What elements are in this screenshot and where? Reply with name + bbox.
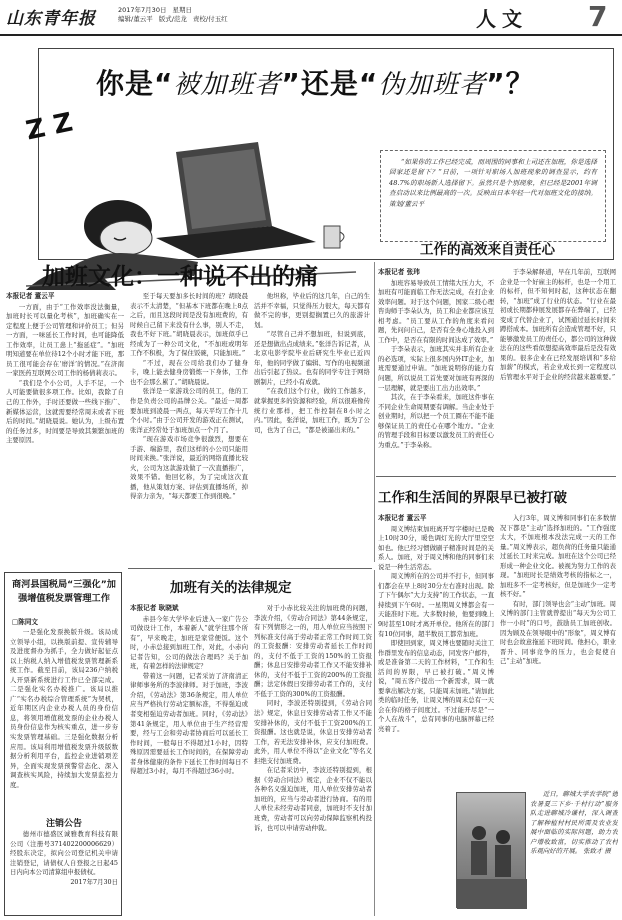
feature-intro: “如果你的工作已经完成，而周围的同事和上司还在加班，你是选择回家还是留下？”日前，一项针对职场人加班现象的调查显示，约有48.7%的职场新人选择留下。虽然只是个别现象，但已经是2001年调查启动以来比例最高的一次。反映出日本年轻一代对加班文化的接纳。 策划/董云平 [380,150,606,242]
coffee-cup-handle [340,232,344,242]
hero-headline [96,62,535,102]
notice-title: 注销公告 [45,819,82,829]
efficiency-article-byline: 本报记者 张玮 [378,268,420,276]
issue-designer: 版式/范龙 [158,15,187,23]
boundary-article-para: 周义博所在的公司并不打卡，但同事们都会在早上8时30分左右准时出现。除了下午偶尔“大力支持”的工作状态，一直持续到下午6时。一星期周义博都会有一天能准时下班。大多数时候，他要到晚上9时甚至10时才离开单位。他所在的部门有10位同事，超半数员工都常加班。 [378,572,494,638]
main-article-para: 他坦称，毕业后的这几年，自己的生活并不幸福，只觉得压力很大，每天都有做不完的事，更别提搁置已久的旅游计划。 [254,292,370,329]
photo-people-silhouettes [457,793,527,909]
main-article-para: 至于每天要加多长时间的班？胡晓晨表示不太清楚，“但基本下班都在晚上8点之后，而且这段时间是没有加班费的，有时候自己留下来没有什么事，别人不走，我也不好下班。”胡晓晨表示，加班似乎已经成为了一种公司文化，“不加班或明年工作不积极，为了保住饭碗，只能加班。” [130,292,248,358]
main-article-column-2 [130,292,248,562]
notice-text: 德州市德盛区诚雅教育科技有限公司（注册号371402200006629）经股东决定，拟向公司登记机关申请注销登记，请债权人自登报之日起45日内向本公司清算组申报债权。 [10,830,118,877]
main-article-para: “在我们这个行业，做的工作越多，就掌握更多的资源和经验，所以很难像传统行业那样，把工作控制在8小时之内。”因此，张洋说，加班工作，既为了公司，也为了自己，“都是被逼出来的。” [254,387,370,434]
issue-weekday: 星期日 [172,6,192,14]
law-article-para: 带着这一问题，记者采访了济南清正律师事务所的李波律师。对于加班，李波介绍，《劳动法》第36条规定，用人单位应当严格执行劳动定额标准，不得强迫或者变相强迫劳动者加班。同时，《劳动法》第41条规定，用人单位由于生产经营需要，经与工会和劳动者协商后可以延长工作时间，一般每日不得超过1小时，因特殊原因需要延长工作时间的，在保障劳动者身体健康的条件下延长工作时间每日不得超过3小时，每月不得超过36小时。 [130,671,248,776]
notice-body [10,830,118,914]
headline-quote-2: 伪加班者 [378,70,487,100]
law-article-title: 加班有关的法律规定 [170,580,292,596]
headline-part-2: ”还是“ [281,67,379,100]
issue-date: 2017年7月30日 [118,6,167,14]
boundary-article-column-2 [500,514,616,786]
column-divider [374,262,375,562]
main-article-para: “尽管自己并不想加班，但说到底，还是想做出点成绩来。”张洋告诉记者，从北京电影学院毕业后研究生毕业已近四年，他的同学做了编辑、写作的电视频道出后引起了热议。也有的同学专注于网络剧制片，已经小有成就。 [254,330,370,386]
section-name: 人文 [476,7,528,31]
column-divider [374,570,375,916]
law-article-column-1 [130,604,248,916]
section-divider [376,476,616,477]
tax-news-author: □陈同文 [12,618,39,626]
laptop-base-shape [156,226,316,258]
photo-caption [530,790,618,914]
volunteer-photo [456,792,526,908]
boundary-article-column-1 [378,514,494,792]
efficiency-article-column-1 [378,268,494,468]
main-article-para: “现在游戏市场竞争很激烈，想要在手游、端游里，我们这样的小公司只能用时间来换。”张洋说，最近的网络直播比较火，公司为这款游戏做了一次直播推广，效果不错。他回忆称，为了完成这次直播，他从策划方案、评估到直播场所，掉得亲力亲为，“每天都要工作到很晚。” [130,435,248,501]
tax-news-title: 商河县国税局“三强化”加强增值税发票管理工作 [12,579,116,604]
laptop-screen-inner [182,149,266,229]
sleep-zzz-mark: Z Z [23,107,76,147]
law-article-para: 赤县今年大学毕业后进入一家广告公司做设计工作，本着新人“就学往那个所有”，早来晚走，加班是家常便饭。这个时，小赤总接到加班工作，对此，小赤向记者告知，公司的做法合理吗？关于加班，有着怎样的法律规定？ [130,614,248,671]
tax-news-body [10,628,118,814]
boundary-article-title: 工作和生活间的界限早已被打破 [378,490,567,506]
main-article-para: “我们是个小公司，人手不足，一个人可能要做很多项工作。比如，我除了自己的工作外，手时还要做一些线下推广、新媒体运营，这就需要经常周末或者下班后的时间。”胡晓晨说。她认为，上级布置的任务过多，时间要是导致其频繁加班的主要原因。 [6,378,124,445]
efficiency-article-para: 于李朵表示，加班其实并非所有企业的必选项，实际上很多国内外IT企业，加班需要通过申请。“加班说明你的能力有问题，所以说员工首先要对加班有再深的一层理解，就是要出工出力出效率。” [378,345,494,392]
tax-news-para: 一是强化发票换版升级。该局成立领导小组，以换版前提、宣传辅导及进度督办为抓手，全力做好起征点以上纳税人纳入增值税发票管理新系统工作。截至目前，该局236户纳税人开票新系统进行工作已全部完成。二是强化实名办税推广。该局以推广“实名办税综合管理系统”为契机，近年期区内企业办税人员的身份信息，将领用增值税发票的企业办税人员身份信息作为核实重点，进一步夯实发票管理基础。三是强化数据分析应用。该局利用增值税发票升级版数据分析利用平台，监控企业进销项差异，全面实现发票预警常态化、深入调查核实风险，持续加大发票监控力度。 [10,628,118,789]
boundary-article-para: 即使回到家，周义博也要随时关注工作群里发布的信息动态，同发客户邮件，或是准备第二天的工作材料，“工作和生活间的界限，早已被打破。”周义博说，“周五客户提出一个新需求，周一就要拿出解决方案，只能周末加班。”请加此类的临时任务，让周义博的周末总有一天会在你的格子间度过。不过能开尽是“一个人在战斗”，总有同事的电脑屏幕已经亮着了。 [378,639,494,734]
boundary-article-para: 有时，部门领导也会“主动”加班。周义博的部门主管就曾提出“每天为公司工作一小时”的口号，鼓励员工加班创收。因为顾及在领导眼中的“形象”，周义博有时也会故意拖延下班时间。他担心，职业晋升、同事竞争的压力，也会促使自己“主动”加班。 [500,599,616,666]
main-article-byline: 本报记者 董云平 [6,292,55,300]
law-article-para: 在记者采访中，李波还特别提到，根据《劳动合同法》规定，企业不仅不能以各种名义强迫加班，用人单位安排劳动者加班的，应当与劳动者进行协商。有的用人单位未经劳动者同意，加班时不支付加班费，劳动者可以向劳动保障监察机构投诉，也可以申请劳动仲裁。 [254,766,372,832]
efficiency-article-para: 加班容易导致员工情绪大压力大，不加班有可能面临工作无法完成，在打企业效率问题。对于这个问题，国家二级心理咨询师于李朵认为，员工和企业都应该互相考虑。“员工要从工作的角度来看问题，先问问自己，是否有全身心地投入到工作中，是否在有限的时间达成了效率。” [378,278,494,344]
boundary-article-byline: 本报记者 董云平 [378,514,427,522]
notice-date: 2017年7月30日 [70,877,118,886]
headline-part-1: 你是“ [96,67,174,100]
law-article-para: 对于小赤比较关注的加班费的问题，李波介绍，《劳动合同法》第44条规定，有下列情形之一的，用人单位应当按照下列标准支付高于劳动者正常工作时间工资的工资报酬：安排劳动者延长工作时间的，支付不低于工资的150%的工资报酬；休息日安排劳动者工作又不能安排补休的，支付不低于工资的200%的工资报酬；法定休假日安排劳动者工作的，支付不低于工资的300%的工资报酬。 [254,604,372,698]
law-article-column-2 [254,604,372,916]
page-number: 7 [588,0,608,33]
headline-part-3: ”？ [486,67,535,100]
main-article-para: 张洋是一家游戏公司的员工，他的工作是负责公司的品牌公关。“最近一周都要加班到凌晨一两点，每天平均工作十几个小时。”由于公司开发的游戏正在测试，张洋正经常处于加班加点一个月了。 [130,387,248,434]
main-article-column-3 [254,292,370,562]
section-divider [128,568,372,569]
photo-caption-text: 近日，聊城大学农学院“德农暑夏三下乡·千村行动”服务队走进聊城冷谦村，深入调查了解种植村村民所需及农业发展中面临的实际问题，助力农户增收致富，切实推动了农村乐观向好的开展。 张致才 摄 [530,790,618,856]
issue-editor: 编辑/董云平 [118,15,153,23]
law-article-byline: 本报记者 耿晓斌 [130,604,179,612]
headline-quote-1: 被加班者 [173,70,282,100]
main-article-para: 一方面，由于“工作效率没法衡量，加班时长可以量化考核”，加班确实在一定程度上便于公司管理和评价员工；但另一方面，一味延长工作时间，也可能降低工作效率，让员工患上“拖延症”。“加班明知道要在单位待12个小时才能下班，那员工很可能会存在‘磨洋’的情况。”在济南一家医药互联网公司工作的杨倩莉表示。 [6,302,124,378]
coffee-cup-shape [324,226,340,248]
boundary-article-para: 入行3年，周义博和同事们在多数情况下都是“主动”选择加班的。“工作强度太大，不加班根本没法完成一天的工作量。”周义博表示，超负荷的任务量只能通过延长工时来完成。加班在这个公司已经形成一种企业文化。被视为努力工作的表现。“加班时长是绩效考核的指标之一，加班多不一定考核好，但是加班少一定考核不好。” [500,514,616,599]
efficiency-article-column-2 [500,268,616,468]
efficiency-article-title: 工作的高效来自责任心 [420,242,555,258]
main-article-title: 加班文化：一种说不出的痛 [42,264,318,290]
issue-proof: 责校/付玉红 [192,15,228,23]
law-article-para: 同时，李波还特别提到，《劳动合同法》规定，休息日安排劳动者工作又不能安排补休的，支付不低于工资200%的工资报酬。这也就是说，休息日安排劳动者工作，若无法安排补休，应支付加班费。此外，用人单位不得以“企业文化”等名义拒绝支付加班费。 [254,699,372,765]
efficiency-article-para: 于李朵解释道，早在几年前，互联网企业是一个好雇主的标杆，也是一个用工的标杆，但不知何时起，这种状态在翻转，“加班”成了行业的状态。“行业在最初或长期都伸展发展都存在弊端了，已经变成了代替企业了，试图通过延长时间来蹲搭成本。加班所有会造成管理不好，只能够激发员工的责任心，都公司的这种做法在的这些看似想提高效率最后是没有效果的。很多企业在已经发展培训和“多给加薪”的模式，若企业成长到一定程度以后管理水平对于企业的经营越来越重要。” [500,268,616,382]
issue-info [118,6,234,24]
newspaper-logo: 山东青年报 [6,9,96,29]
efficiency-article-para: 其次，在于李朵看来，加班这件事在不同企业生命周期要有调解。当企业处于创业期时，所以把一个员工圈在不能不能够保证员工的责任心在哪个地方。“企业的管理手段和目标要以激发员工的责任心为重点。”于李朵称。 [378,393,494,449]
main-article-para: “不过，现在公司给我们办了健身卡，晚上能去健身房锻炼一下身体，工作也不会那么累了。”胡晓晨说。 [130,358,248,386]
boundary-article-para: 周义博结束加班离开写字楼时已是晚上10时30分，暖色调灯光的大厅里空空如也。他已经习惯做刷子精准时间是的关系人。加班，对于周义博和他的同事们来说是一种生活常态。 [378,524,494,571]
masthead [0,0,622,36]
main-article-column-1 [6,292,124,566]
